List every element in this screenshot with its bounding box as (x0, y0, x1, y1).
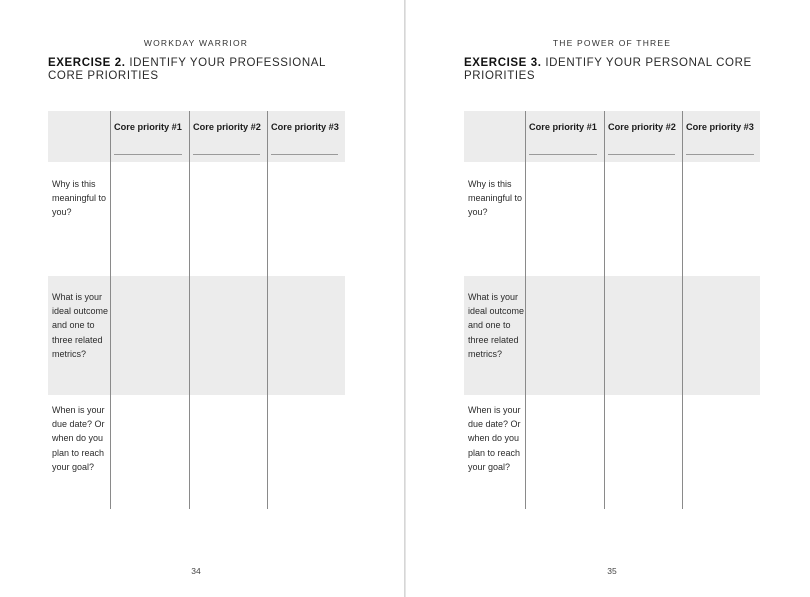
priority-write-in-line-3[interactable] (686, 154, 754, 155)
priority-write-in-line-1[interactable] (529, 154, 597, 155)
priority-write-in-line-2[interactable] (608, 154, 675, 155)
row-label-due-date: When is your due date? Or when do you plan to reach your goal? (468, 405, 521, 472)
row-label-meaning: Why is this meaningful to you? (52, 179, 107, 218)
exercise-label: EXERCISE 2. (48, 57, 126, 69)
running-head: THE POWER OF THREE (552, 38, 672, 48)
column-header-3: Core priority #3 (271, 122, 339, 132)
priority-write-in-line-1[interactable] (114, 154, 182, 155)
column-divider (110, 111, 111, 509)
priority-write-in-line-3[interactable] (271, 154, 338, 155)
column-header-1: Core priority #1 (114, 122, 182, 132)
row-label-due-date: When is your due date? Or when do you plan to reach your goal? (52, 405, 105, 472)
page-number: 34 (191, 566, 201, 576)
exercise-heading: IDENTIFY YOUR PROFESSIONAL CORE PRIORITIES (48, 57, 326, 82)
row-label-outcome: What is your ideal outcome and one to three related metrics? (52, 292, 109, 359)
column-divider (682, 111, 683, 509)
right-page (406, 0, 810, 597)
column-header-2: Core priority #2 (193, 122, 261, 132)
exercise-title (464, 57, 764, 83)
column-header-2: Core priority #2 (608, 122, 676, 132)
row-label-meaning: Why is this meaningful to you? (468, 179, 523, 218)
exercise-label: EXERCISE 3. (464, 57, 542, 69)
running-head: WORKDAY WARRIOR (143, 38, 249, 48)
page-number: 35 (607, 566, 617, 576)
column-header-1: Core priority #1 (529, 122, 597, 132)
left-page (0, 0, 404, 597)
column-divider (604, 111, 605, 509)
priority-write-in-line-2[interactable] (193, 154, 260, 155)
row-label-outcome: What is your ideal outcome and one to three related metrics? (468, 292, 525, 359)
column-divider (267, 111, 268, 509)
column-divider (189, 111, 190, 509)
exercise-title (48, 57, 348, 83)
column-header-3: Core priority #3 (686, 122, 754, 132)
exercise-heading: IDENTIFY YOUR PERSONAL CORE PRIORITIES (464, 57, 752, 82)
